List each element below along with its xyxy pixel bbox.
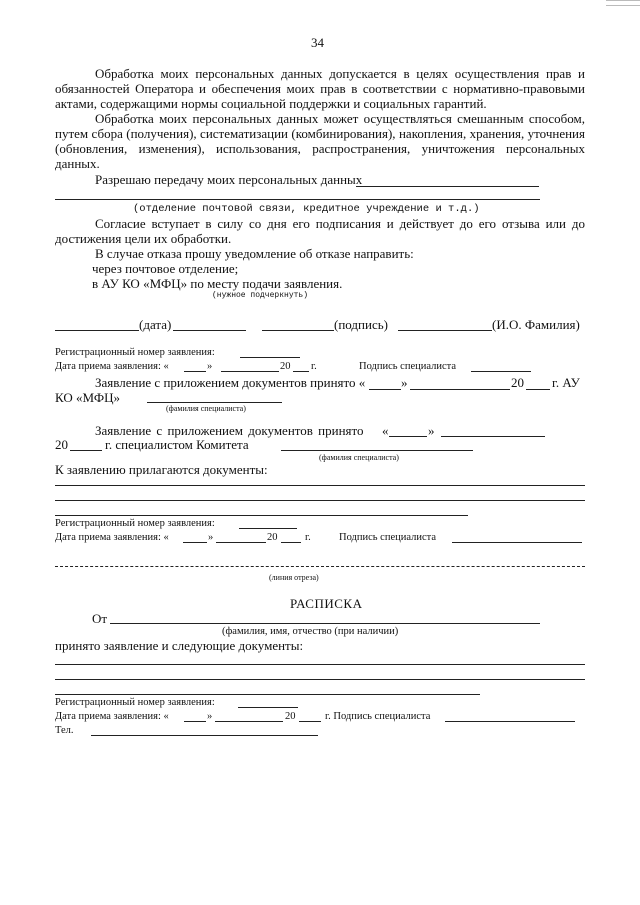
- receipt-year-field[interactable]: [299, 721, 321, 722]
- block1-spec-caption: (фамилия специалиста): [166, 404, 246, 413]
- block1-accepted-org: г. АУ: [552, 375, 580, 390]
- transfer-line[interactable]: [356, 186, 539, 187]
- block2-quote-open: «: [382, 423, 389, 438]
- block3-year-suffix: г.: [305, 532, 311, 543]
- block1-year-prefix: 20: [280, 361, 291, 372]
- signature-caption: (подпись): [334, 317, 388, 332]
- block2-docs-label: К заявлению прилагаются документы:: [55, 462, 268, 477]
- receipt-from-label: От: [92, 611, 108, 626]
- receipt-docs-line-1[interactable]: [55, 664, 585, 665]
- block1-accepted-month-field[interactable]: [410, 389, 510, 390]
- block3-month-field[interactable]: [216, 542, 266, 543]
- block1-day-field[interactable]: [184, 371, 206, 372]
- block1-accepted-quote-close: »: [401, 375, 408, 390]
- paragraph-2-line-4: данных.: [55, 156, 100, 171]
- block1-year-suffix: г.: [311, 361, 317, 372]
- block1-year-field[interactable]: [293, 371, 309, 372]
- underline-caption: (нужное подчеркнуть): [212, 291, 309, 300]
- consent-line-2: достижения цели их обработки.: [55, 231, 232, 246]
- receipt-year-prefix: 20: [285, 711, 296, 722]
- block3-reg-no-label: Регистрационный номер заявления:: [55, 518, 215, 529]
- consent-line-1: Согласие вступает в силу со дня его подписания и действует до его отзыва или до: [95, 217, 585, 231]
- block3-year-field[interactable]: [281, 542, 301, 543]
- block3-reg-no-field[interactable]: [239, 528, 297, 529]
- receipt-docs-line-2[interactable]: [55, 679, 585, 680]
- block2-spec-caption: (фамилия специалиста): [319, 453, 399, 462]
- block1-accepted-year-prefix: 20: [511, 375, 524, 390]
- receipt-phone-label: Тел.: [55, 725, 74, 736]
- block2-accepted-text: Заявление с приложением документов принято: [95, 423, 364, 438]
- block1-spec-sign-field[interactable]: [471, 371, 531, 372]
- block2-year-prefix: 20: [55, 437, 68, 452]
- receipt-title: РАСПИСКА: [290, 596, 363, 611]
- receipt-quote-close: »: [207, 711, 213, 722]
- cut-line: [55, 566, 585, 567]
- block2-month-field[interactable]: [441, 436, 545, 437]
- paragraph-2-line-2: путем сбора (получения), систематизации (комбинирования), накопления, хранения, уточнения: [55, 127, 585, 141]
- date-caption: (дата): [139, 317, 172, 332]
- receipt-from-field[interactable]: [110, 623, 540, 624]
- block1-reg-no-label: Регистрационный номер заявления:: [55, 347, 215, 358]
- receipt-month-field[interactable]: [215, 721, 283, 722]
- date-line[interactable]: [55, 330, 139, 331]
- transfer-label: Разрешаю передачу моих персональных данных: [95, 172, 363, 187]
- refusal-option-post[interactable]: через почтовое отделение;: [92, 261, 239, 276]
- name-line[interactable]: [398, 330, 492, 331]
- block1-org-continued: КО «МФЦ»: [55, 390, 121, 405]
- block1-accepted-year-field[interactable]: [526, 389, 550, 390]
- paragraph-1-line-2: обязанностей Оператора и обеспечения моих прав в соответствии с нормативно-правовыми: [55, 82, 585, 96]
- block1-spec-sign-label: Подпись специалиста: [359, 361, 457, 372]
- receipt-fio-caption: (фамилия, имя, отчество (при наличии): [222, 626, 399, 637]
- page-corner-mark: [606, 0, 640, 6]
- paragraph-1-line-1: Обработка моих персональных данных допускается в целях осуществления прав и: [95, 67, 585, 81]
- block1-accept-date-label: Дата приема заявления: «: [55, 361, 169, 372]
- refusal-title: В случае отказа прошу уведомление об отказе направить:: [95, 246, 414, 261]
- transfer-caption: (отделение почтовой связи, кредитное учреждение и т.д.): [133, 203, 480, 215]
- page-number: 34: [311, 35, 324, 50]
- block3-spec-sign-label: Подпись специалиста: [339, 532, 437, 543]
- block2-committee-text: г. специалистом Комитета: [105, 437, 249, 452]
- block1-quote-close: »: [207, 361, 213, 372]
- name-caption: (И.О. Фамилия): [492, 317, 580, 332]
- receipt-reg-no-label: Регистрационный номер заявления:: [55, 697, 215, 708]
- receipt-docs-line-3[interactable]: [55, 694, 480, 695]
- block1-reg-no-field[interactable]: [240, 357, 300, 358]
- block3-accept-date-label: Дата приема заявления: «: [55, 532, 169, 543]
- receipt-reg-no-field[interactable]: [238, 707, 298, 708]
- block2-docs-line-3[interactable]: [55, 515, 468, 516]
- block1-accepted-day-field[interactable]: [369, 389, 401, 390]
- block2-day-field[interactable]: [389, 436, 427, 437]
- paragraph-2-line-1: Обработка моих персональных данных может осуществляться смешанным способом,: [95, 112, 585, 126]
- date-line-2[interactable]: [173, 330, 246, 331]
- block1-accepted-text: Заявление с приложением документов принято «: [95, 375, 366, 390]
- receipt-accepted-text: принято заявление и следующие документы:: [55, 638, 304, 653]
- block3-day-field[interactable]: [183, 542, 207, 543]
- block3-spec-sign-field[interactable]: [452, 542, 582, 543]
- block2-spec-name-field[interactable]: [281, 450, 473, 451]
- paragraph-1-line-3: актами, содержащими нормы социальной поддержки и социальных гарантий.: [55, 96, 487, 111]
- block3-quote-close: »: [208, 532, 214, 543]
- block2-quote-close: »: [428, 423, 435, 438]
- block2-docs-line-1[interactable]: [55, 485, 585, 486]
- receipt-spec-sign-field[interactable]: [445, 721, 575, 722]
- block3-year-prefix: 20: [267, 532, 278, 543]
- receipt-phone-field[interactable]: [91, 735, 318, 736]
- receipt-spec-sign-label: г. Подпись специалиста: [325, 711, 431, 722]
- receipt-accept-date-label: Дата приема заявления: «: [55, 711, 169, 722]
- block2-docs-line-2[interactable]: [55, 500, 585, 501]
- cut-line-caption: (линия отреза): [269, 573, 319, 582]
- receipt-day-field[interactable]: [184, 721, 206, 722]
- signature-line[interactable]: [262, 330, 334, 331]
- block1-spec-name-field[interactable]: [147, 402, 282, 403]
- paragraph-2-line-3: (обновления, изменения), использования, распространения, уничтожения персональных: [55, 142, 585, 156]
- refusal-option-mfc[interactable]: в АУ КО «МФЦ» по месту подачи заявления.: [92, 276, 343, 291]
- transfer-line-2[interactable]: [55, 199, 540, 200]
- block2-year-field[interactable]: [70, 450, 102, 451]
- block1-month-field[interactable]: [221, 371, 279, 372]
